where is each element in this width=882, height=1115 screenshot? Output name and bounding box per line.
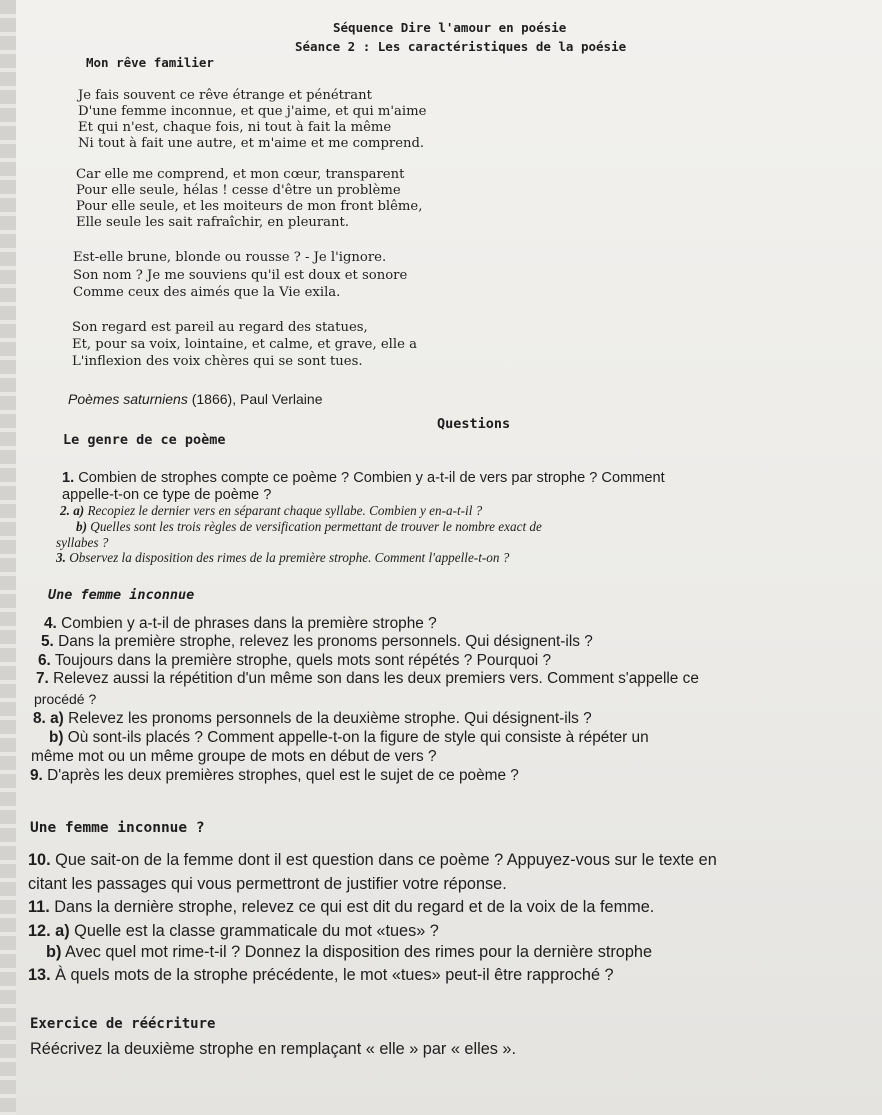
- binder-edge: [0, 0, 16, 1115]
- poem-verse: Et, pour sa voix, lointaine, et calme, et grave, elle a: [72, 337, 417, 352]
- question-10: 10. Que sait-on de la femme dont il est question dans ce poème ? Appuyez-vous sur le texte en: [28, 851, 717, 869]
- question-9: 9. D'après les deux premières strophes, quel est le sujet de ce poème ?: [30, 767, 519, 784]
- poem-verse: D'une femme inconnue, et que j'aime, et qui m'aime: [78, 104, 427, 119]
- session-title: Séance 2 : Les caractéristiques de la poésie: [295, 39, 627, 54]
- citation-work: Poèmes saturniens: [68, 391, 188, 407]
- question-6: 6. Toujours dans la première strophe, quels mots sont répétés ? Pourquoi ?: [38, 652, 552, 669]
- poem-verse: L'inflexion des voix chères qui se sont tues.: [72, 354, 363, 369]
- questions-heading: Questions: [437, 416, 511, 432]
- question-8a: 8. a) Relevez les pronoms personnels de la deuxième strophe. Qui désignent-ils ?: [33, 710, 592, 727]
- section-title-genre: Le genre de ce poème: [63, 432, 226, 448]
- rewrite-instruction: Réécrivez la deuxième strophe en remplaçant « elle » par « elles ».: [30, 1040, 516, 1058]
- poem-verse: Je fais souvent ce rêve étrange et pénétrant: [78, 88, 372, 103]
- question-1: 1. Combien de strophes compte ce poème ? Combien y a-t-il de vers par strophe ? Comment: [62, 470, 665, 486]
- poem-verse: Comme ceux des aimés que la Vie exila.: [73, 285, 341, 300]
- poem-verse: Son nom ? Je me souviens qu'il est doux et sonore: [73, 268, 408, 283]
- poem-verse: Pour elle seule, hélas ! cesse d'être un problème: [76, 183, 401, 198]
- section-title-reecriture: Exercice de réécriture: [30, 1016, 216, 1032]
- question-2a: 2. a) Recopiez le dernier vers en séparant chaque syllabe. Combien y en-a-t-il ?: [60, 503, 483, 518]
- question-11: 11. Dans la dernière strophe, relevez ce qui est dit du regard et de la voix de la femme.: [28, 898, 655, 916]
- question-13: 13. À quels mots de la strophe précédente, le mot «tues» peut-il être rapproché ?: [28, 966, 614, 984]
- question-3: 3. Observez la disposition des rimes de la première strophe. Comment l'appelle-t-on ?: [56, 550, 510, 565]
- question-2b: b) Quelles sont les trois règles de versification permettant de trouver le nombre exact de: [76, 519, 542, 534]
- citation-author: (1866), Paul Verlaine: [187, 391, 323, 407]
- poem-verse: Est-elle brune, blonde ou rousse ? - Je l'ignore.: [73, 250, 387, 265]
- question-12a: 12. a) Quelle est la classe grammaticale du mot «tues» ?: [28, 922, 439, 940]
- poem-verse: Et qui n'est, chaque fois, ni tout à fait la même: [78, 120, 392, 135]
- poem-verse: Car elle me comprend, et mon cœur, transparent: [76, 167, 405, 182]
- question-4: 4. Combien y a-t-il de phrases dans la première strophe ?: [44, 615, 437, 632]
- section-title-femme-question: Une femme inconnue ?: [30, 820, 205, 836]
- question-8b: b) Où sont-ils placés ? Comment appelle-t-on la figure de style qui consiste à répéter un: [49, 729, 649, 746]
- question-7-cont: procédé ?: [34, 691, 97, 707]
- poem-verse: Pour elle seule, et les moiteurs de mon front blême,: [76, 199, 423, 214]
- poem-citation: [68, 391, 322, 407]
- question-10-cont: citant les passages qui vous permettront de justifier votre réponse.: [28, 875, 507, 893]
- question-7: 7. Relevez aussi la répétition d'un même son dans les deux premiers vers. Comment s'appelle ce: [36, 670, 699, 687]
- poem-verse: Son regard est pareil au regard des statues,: [72, 320, 368, 335]
- question-8b-cont: même mot ou un même groupe de mots en début de vers ?: [31, 748, 437, 765]
- question-1-cont: appelle-t-on ce type de poème ?: [62, 487, 272, 503]
- question-12b: b) Avec quel mot rime-t-il ? Donnez la disposition des rimes pour la dernière strophe: [46, 943, 653, 961]
- question-2b-cont: syllabes ?: [56, 535, 109, 550]
- section-title-femme: Une femme inconnue: [48, 587, 195, 603]
- poem-title: Mon rêve familier: [86, 55, 214, 70]
- question-5: 5. Dans la première strophe, relevez les pronoms personnels. Qui désignent-ils ?: [41, 633, 593, 650]
- sequence-title: Séquence Dire l'amour en poésie: [333, 20, 567, 35]
- poem-verse: Ni tout à fait une autre, et m'aime et me comprend.: [78, 136, 425, 151]
- poem-verse: Elle seule les sait rafraîchir, en pleurant.: [76, 215, 350, 230]
